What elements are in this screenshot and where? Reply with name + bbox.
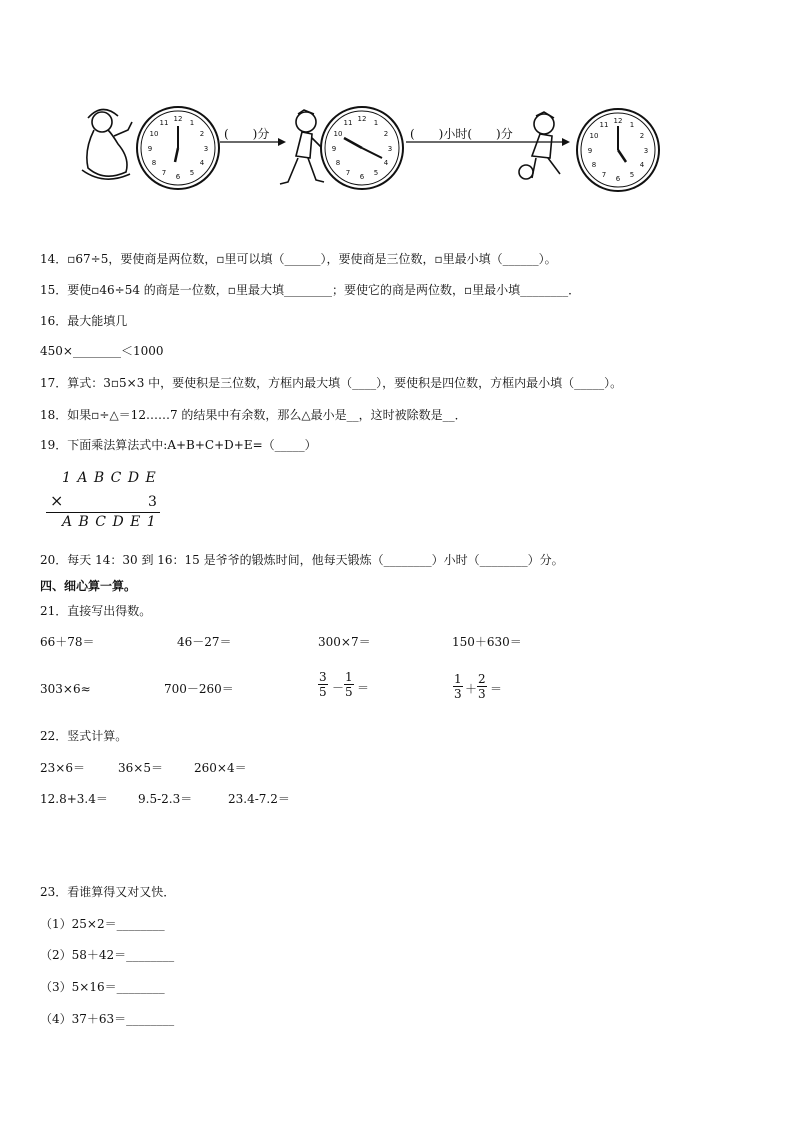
- svg-text:11: 11: [343, 119, 353, 127]
- q21-item: 700－260＝: [164, 682, 234, 696]
- question-15: 15．要使▫46÷54 的商是一位数，▫里最大填________；要使它的商是两位数，▫里最小填________．: [40, 283, 581, 297]
- q21-item: 66＋78＝: [40, 635, 95, 649]
- svg-text:6: 6: [359, 173, 365, 181]
- q23-item: （3）5×16＝________: [40, 980, 165, 994]
- question-21-title: 21．直接写出得数。: [40, 604, 152, 618]
- svg-text:7: 7: [345, 169, 351, 177]
- q21-item: 300×7＝: [318, 635, 371, 649]
- svg-text:1: 1: [189, 119, 195, 127]
- svg-text:3: 3: [203, 145, 209, 153]
- q21-item: 46－27＝: [177, 635, 232, 649]
- q22-item: 9.5-2.3＝: [138, 792, 193, 806]
- q22-item: 260×4＝: [194, 761, 247, 775]
- svg-text:5: 5: [373, 169, 379, 177]
- q23-item: （1）25×2＝________: [40, 917, 165, 931]
- arrow-label-1: ( )分: [224, 127, 270, 141]
- svg-text:10: 10: [589, 132, 599, 140]
- clock-1-icon: [137, 107, 219, 189]
- svg-text:2: 2: [383, 130, 389, 138]
- svg-text:12: 12: [613, 117, 623, 125]
- svg-text:5: 5: [189, 169, 195, 177]
- q23-item: （4）37＋63＝________: [40, 1012, 175, 1026]
- q21-operator: ＋: [465, 682, 478, 696]
- svg-text:3: 3: [643, 147, 649, 155]
- child-walking-icon: [280, 110, 324, 184]
- question-20: 20．每天 14：30 到 16：15 是爷爷的锻炼时间，他每天锻炼（________）小时（________）分。: [40, 553, 564, 567]
- svg-text:10: 10: [149, 130, 159, 138]
- svg-text:1: 1: [373, 119, 379, 127]
- svg-text:7: 7: [161, 169, 167, 177]
- q22-item: 23×6＝: [40, 761, 85, 775]
- svg-text:6: 6: [615, 175, 621, 183]
- svg-text:8: 8: [335, 159, 341, 167]
- question-16-title: 16．最大能填几: [40, 314, 128, 328]
- svg-text:3: 3: [387, 145, 393, 153]
- svg-text:2: 2: [199, 130, 205, 138]
- q19-multiplier: 3: [148, 494, 157, 510]
- q21-equals: ＝: [357, 681, 370, 695]
- question-17: 17．算式：3▫5×3 中，要使积是三位数，方框内最大填（____），要使积是四位数，方框内最小填（_____）。: [40, 376, 623, 390]
- question-16-expression: 450×________＜1000: [40, 344, 164, 358]
- q21-item: 303×6≈: [40, 682, 91, 696]
- svg-text:11: 11: [599, 121, 609, 129]
- q22-item: 23.4-7.2＝: [228, 792, 290, 806]
- clock-3-icon: [577, 109, 659, 191]
- fraction: $\frac{3}{5}$: [319, 670, 327, 699]
- svg-text:10: 10: [333, 130, 343, 138]
- svg-text:2: 2: [639, 132, 645, 140]
- svg-text:12: 12: [173, 115, 183, 123]
- fraction: $\frac{1}{5}$: [345, 670, 353, 699]
- svg-text:8: 8: [591, 161, 597, 169]
- q19-row-1: 1 A B C D E: [62, 470, 157, 486]
- question-14: 14．▫67÷5，要使商是两位数，▫里可以填（______），要使商是三位数，▫里最小填（______）。: [40, 252, 557, 266]
- q19-times-sign: ×: [50, 491, 64, 510]
- child-ball-icon: [519, 112, 560, 179]
- question-19-title: 19．下面乘法算法式中:A+B+C+D+E=（_____）: [40, 438, 317, 452]
- clock-figure-svg: [74, 100, 674, 195]
- svg-text:9: 9: [331, 145, 337, 153]
- question-18: 18．如果▫÷△＝12……7 的结果中有余数，那么△最小是__，这时被除数是__．: [40, 408, 467, 422]
- svg-text:6: 6: [175, 173, 181, 181]
- fraction: $\frac{1}{3}$: [454, 672, 462, 701]
- svg-text:9: 9: [147, 145, 153, 153]
- clock-figure: [74, 100, 674, 198]
- question-22-title: 22．竖式计算。: [40, 729, 128, 743]
- q19-result: A B C D E 1: [62, 514, 157, 530]
- q21-item: 150＋630＝: [452, 635, 522, 649]
- svg-text:4: 4: [639, 161, 645, 169]
- section-4-heading: 四、细心算一算。: [40, 579, 137, 593]
- question-23-title: 23．看谁算得又对又快．: [40, 885, 176, 899]
- svg-text:12: 12: [357, 115, 367, 123]
- q23-item: （2）58＋42＝________: [40, 948, 175, 962]
- fraction: $\frac{2}{3}$: [478, 672, 486, 701]
- svg-text:4: 4: [383, 159, 389, 167]
- svg-text:11: 11: [159, 119, 169, 127]
- svg-text:5: 5: [629, 171, 635, 179]
- clock-2-icon: [321, 107, 403, 189]
- child-sitting-icon: [82, 109, 132, 179]
- svg-text:1: 1: [629, 121, 635, 129]
- arrow-label-2: ( )小时( )分: [410, 127, 513, 141]
- svg-text:4: 4: [199, 159, 205, 167]
- q21-equals: ＝: [490, 682, 503, 696]
- q21-operator: －: [332, 681, 345, 695]
- svg-text:7: 7: [601, 171, 607, 179]
- svg-text:9: 9: [587, 147, 593, 155]
- svg-text:8: 8: [151, 159, 157, 167]
- q19-rule: [46, 512, 160, 513]
- q22-item: 12.8+3.4＝: [40, 792, 108, 806]
- q22-item: 36×5＝: [118, 761, 163, 775]
